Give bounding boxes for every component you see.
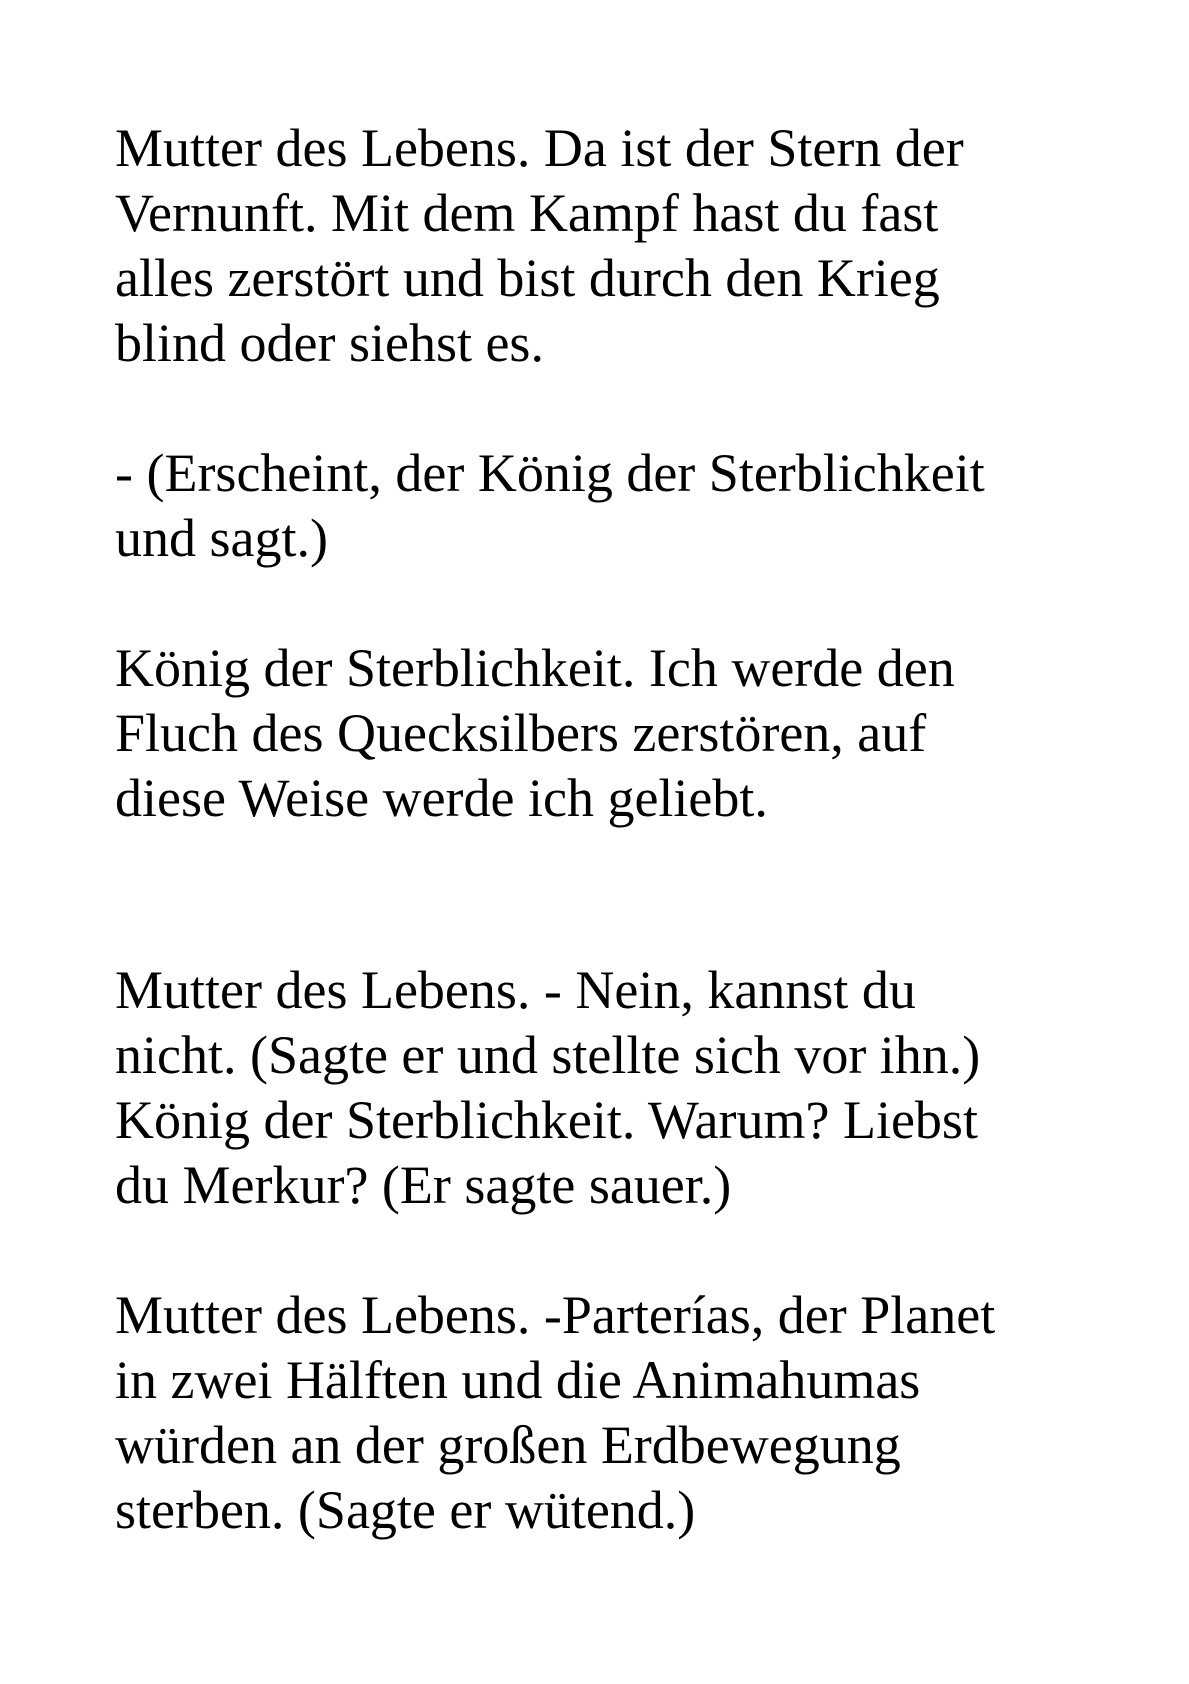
text-line: Mutter des Lebens. -Parterías, der Planet	[115, 1285, 996, 1345]
text-line: nicht. (Sagte er und stellte sich vor ihn.)	[115, 1025, 981, 1085]
paragraph-3	[115, 636, 1075, 831]
text-line: du Merkur? (Er sagte sauer.)	[115, 1155, 732, 1215]
text-line: und sagt.)	[115, 508, 328, 568]
text-line: diese Weise werde ich geliebt.	[115, 768, 768, 828]
paragraph-1	[115, 116, 1075, 376]
text-line: König der Sterblichkeit. Warum? Liebst	[115, 1090, 978, 1150]
text-line: - (Erscheint, der König der Sterblichkeit	[115, 443, 985, 503]
text-line: blind oder siehst es.	[115, 313, 544, 373]
text-line: in zwei Hälften und die Animahumas	[115, 1350, 921, 1410]
text-line: Vernunft. Mit dem Kampf hast du fast	[115, 183, 939, 243]
text-line: Mutter des Lebens. - Nein, kannst du	[115, 960, 916, 1020]
paragraph-2	[115, 441, 1075, 571]
text-line: König der Sterblichkeit. Ich werde den	[115, 638, 955, 698]
text-line: Mutter des Lebens. Da ist der Stern der	[115, 118, 964, 178]
text-line: sterben. (Sagte er wütend.)	[115, 1480, 696, 1540]
text-line: würden an der großen Erdbewegung	[115, 1415, 901, 1475]
text-line: alles zerstört und bist durch den Krieg	[115, 248, 940, 308]
text-line: Fluch des Quecksilbers zerstören, auf	[115, 703, 927, 763]
paragraph-5	[115, 1283, 1075, 1543]
paragraph-4	[115, 958, 1075, 1218]
